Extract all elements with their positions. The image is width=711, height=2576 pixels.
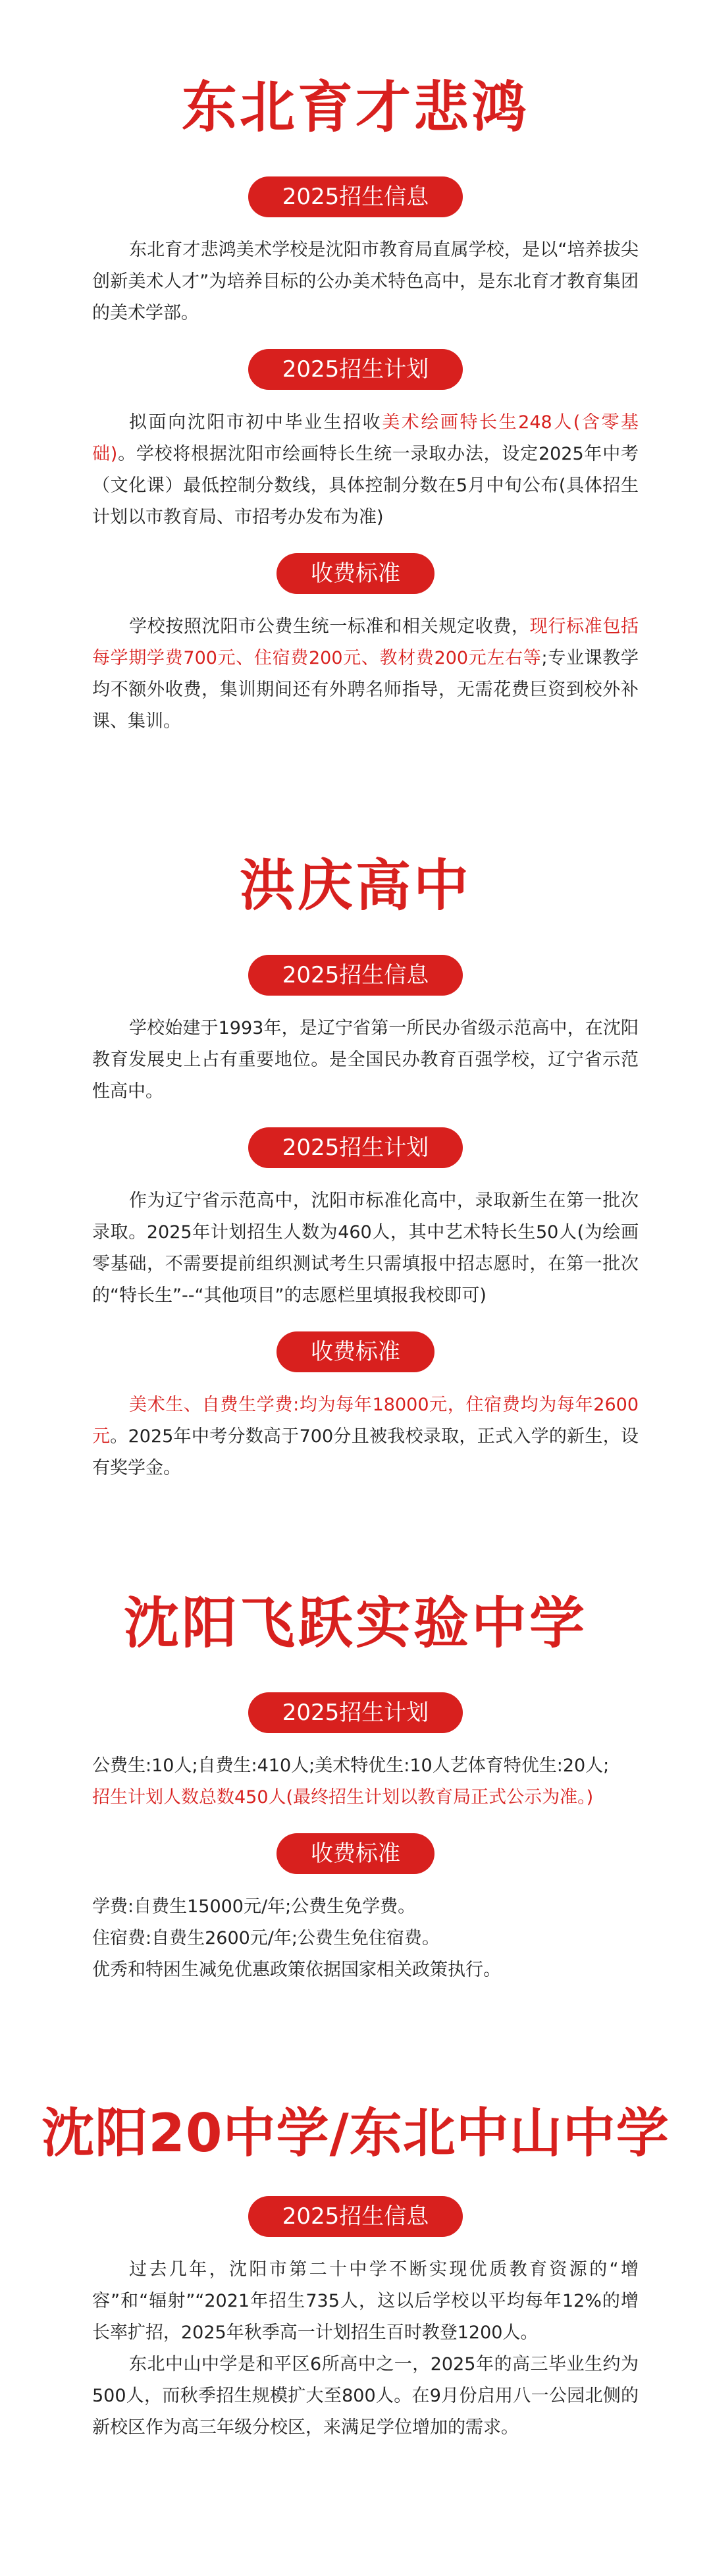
school-block-hongqing-high-school (0, 849, 711, 1484)
text-segment: 东北育才悲鸿美术学校是沈阳市教育局直属学校，是以“培养拔尖创新美术人才”为培养目标的公办美术特色高中，是东北育才教育集团的美术学部。 (92, 240, 639, 323)
highlight-text: 招生计划人数总数450人(最终招生计划以教育局正式公示为准。) (92, 1787, 594, 1808)
paragraph (92, 1013, 639, 1108)
section-enrollment-plan (0, 349, 711, 533)
paragraph (92, 2349, 639, 2444)
section-label-pill: 2025招生计划 (248, 1692, 463, 1733)
text-segment: 过去几年，沈阳市第二十中学不断实现优质教育资源的“增容”和“辐射”“2021年招生735人，这以后学校以平均每年12%的增长率扩招，2025年秋季高一计划招生百时教登1200人。 (92, 2259, 639, 2343)
paragraph (92, 1954, 639, 1986)
text-segment: 学校始建于1993年，是辽宁省第一所民办省级示范高中，在沈阳教育发展史上占有重要地位。是全国民办教育百强学校，辽宁省示范性高中。 (92, 1018, 639, 1102)
text-segment: ;专业课教学均不额外收费，集训期间还有外聘名师指导，无需花费巨资到校外补课、集训。 (92, 648, 639, 732)
text-segment: 公费生:10人;自费生:410人;美术特优生:10人艺体育特优生:20人; (92, 1756, 610, 1776)
section-label-pill: 2025招生信息 (248, 2196, 463, 2237)
section-enrollment-info (0, 176, 711, 329)
text-segment: 。2025年中考分数高于700分且被我校录取，正式入学的新生，设有奖学金。 (92, 1426, 639, 1478)
paragraph (92, 611, 639, 738)
text-segment: 东北中山中学是和平区6所高中之一，2025年的高三毕业生约为500人，而秋季招生规模扩大至800人。在9月份启用八一公园北侧的新校区作为高三年级分校区，来满足学位增加的需求。 (92, 2354, 639, 2438)
paragraph (92, 1185, 639, 1312)
school-block-shenyang-feiyue (0, 1587, 711, 1986)
section-enrollment-plan (0, 1127, 711, 1312)
section-enrollment-info (0, 2196, 711, 2444)
highlight-text: 现行标准包括每学期学费700元、住宿费200元、教材费200元左右等 (92, 616, 639, 668)
paragraph (92, 1923, 639, 1954)
school-title: 洪庆高中 (239, 853, 471, 918)
paragraph (92, 1750, 639, 1782)
paragraph (92, 1891, 639, 1923)
paragraph (92, 1782, 639, 1813)
school-title: 沈阳20中学/东北中山中学 (41, 2103, 670, 2164)
section-fee-standard (0, 1833, 711, 1986)
school-title: 东北育才悲鸿 (181, 75, 529, 140)
paragraph (92, 407, 639, 533)
section-enrollment-info (0, 955, 711, 1108)
paragraph (92, 2254, 639, 2349)
section-label-pill: 收费标准 (276, 1331, 434, 1372)
section-fee-standard (0, 553, 711, 738)
text-segment: 。学校将根据沈阳市绘画特长生统一录取办法，设定2025年中考（文化课）最低控制分数线，具体控制分数在5月中旬公布(具体招生计划以市教育局、市招考办发布为准) (92, 444, 639, 527)
text-segment: 住宿费:自费生2600元/年;公费生免住宿费。 (92, 1928, 440, 1948)
section-label-pill: 2025招生信息 (248, 176, 463, 217)
section-enrollment-plan (0, 1692, 711, 1813)
paragraph (92, 1389, 639, 1484)
text-segment: 拟面向沈阳市初中毕业生招收 (129, 412, 382, 433)
section-label-pill: 2025招生信息 (248, 955, 463, 996)
text-segment: 学校按照沈阳市公费生统一标准和相关规定收费， (129, 616, 530, 637)
section-label-pill: 收费标准 (276, 1833, 434, 1874)
section-label-pill: 2025招生计划 (248, 1127, 463, 1168)
paragraph (92, 234, 639, 329)
highlight-text: 美术绘画特长生248人(含零基础) (92, 412, 639, 464)
school-title: 沈阳飞跃实验中学 (123, 1591, 587, 1655)
section-label-pill: 2025招生计划 (248, 349, 463, 390)
section-label-pill: 收费标准 (276, 553, 434, 594)
highlight-text: 美术生、自费生学费:均为每年18000元，住宿费均为每年2600元 (92, 1395, 639, 1447)
section-fee-standard (0, 1331, 711, 1484)
school-block-shenyang-20-zhongshan (0, 2097, 711, 2444)
text-segment: 优秀和特困生减免优惠政策依据国家相关政策执行。 (92, 1960, 501, 1980)
text-segment: 作为辽宁省示范高中，沈阳市标准化高中，录取新生在第一批次录取。2025年计划招生人数为460人，其中艺术特长生50人(为绘画零基础，不需要提前组织测试考生只需填报中招志愿时，在第一批次的“特长生”--“其他项目”的志愿栏里填报我校即可) (92, 1191, 639, 1306)
text-segment: 学费:自费生15000元/年;公费生免学费。 (92, 1896, 416, 1917)
school-block-dongbei-yucai-beihong (0, 71, 711, 738)
